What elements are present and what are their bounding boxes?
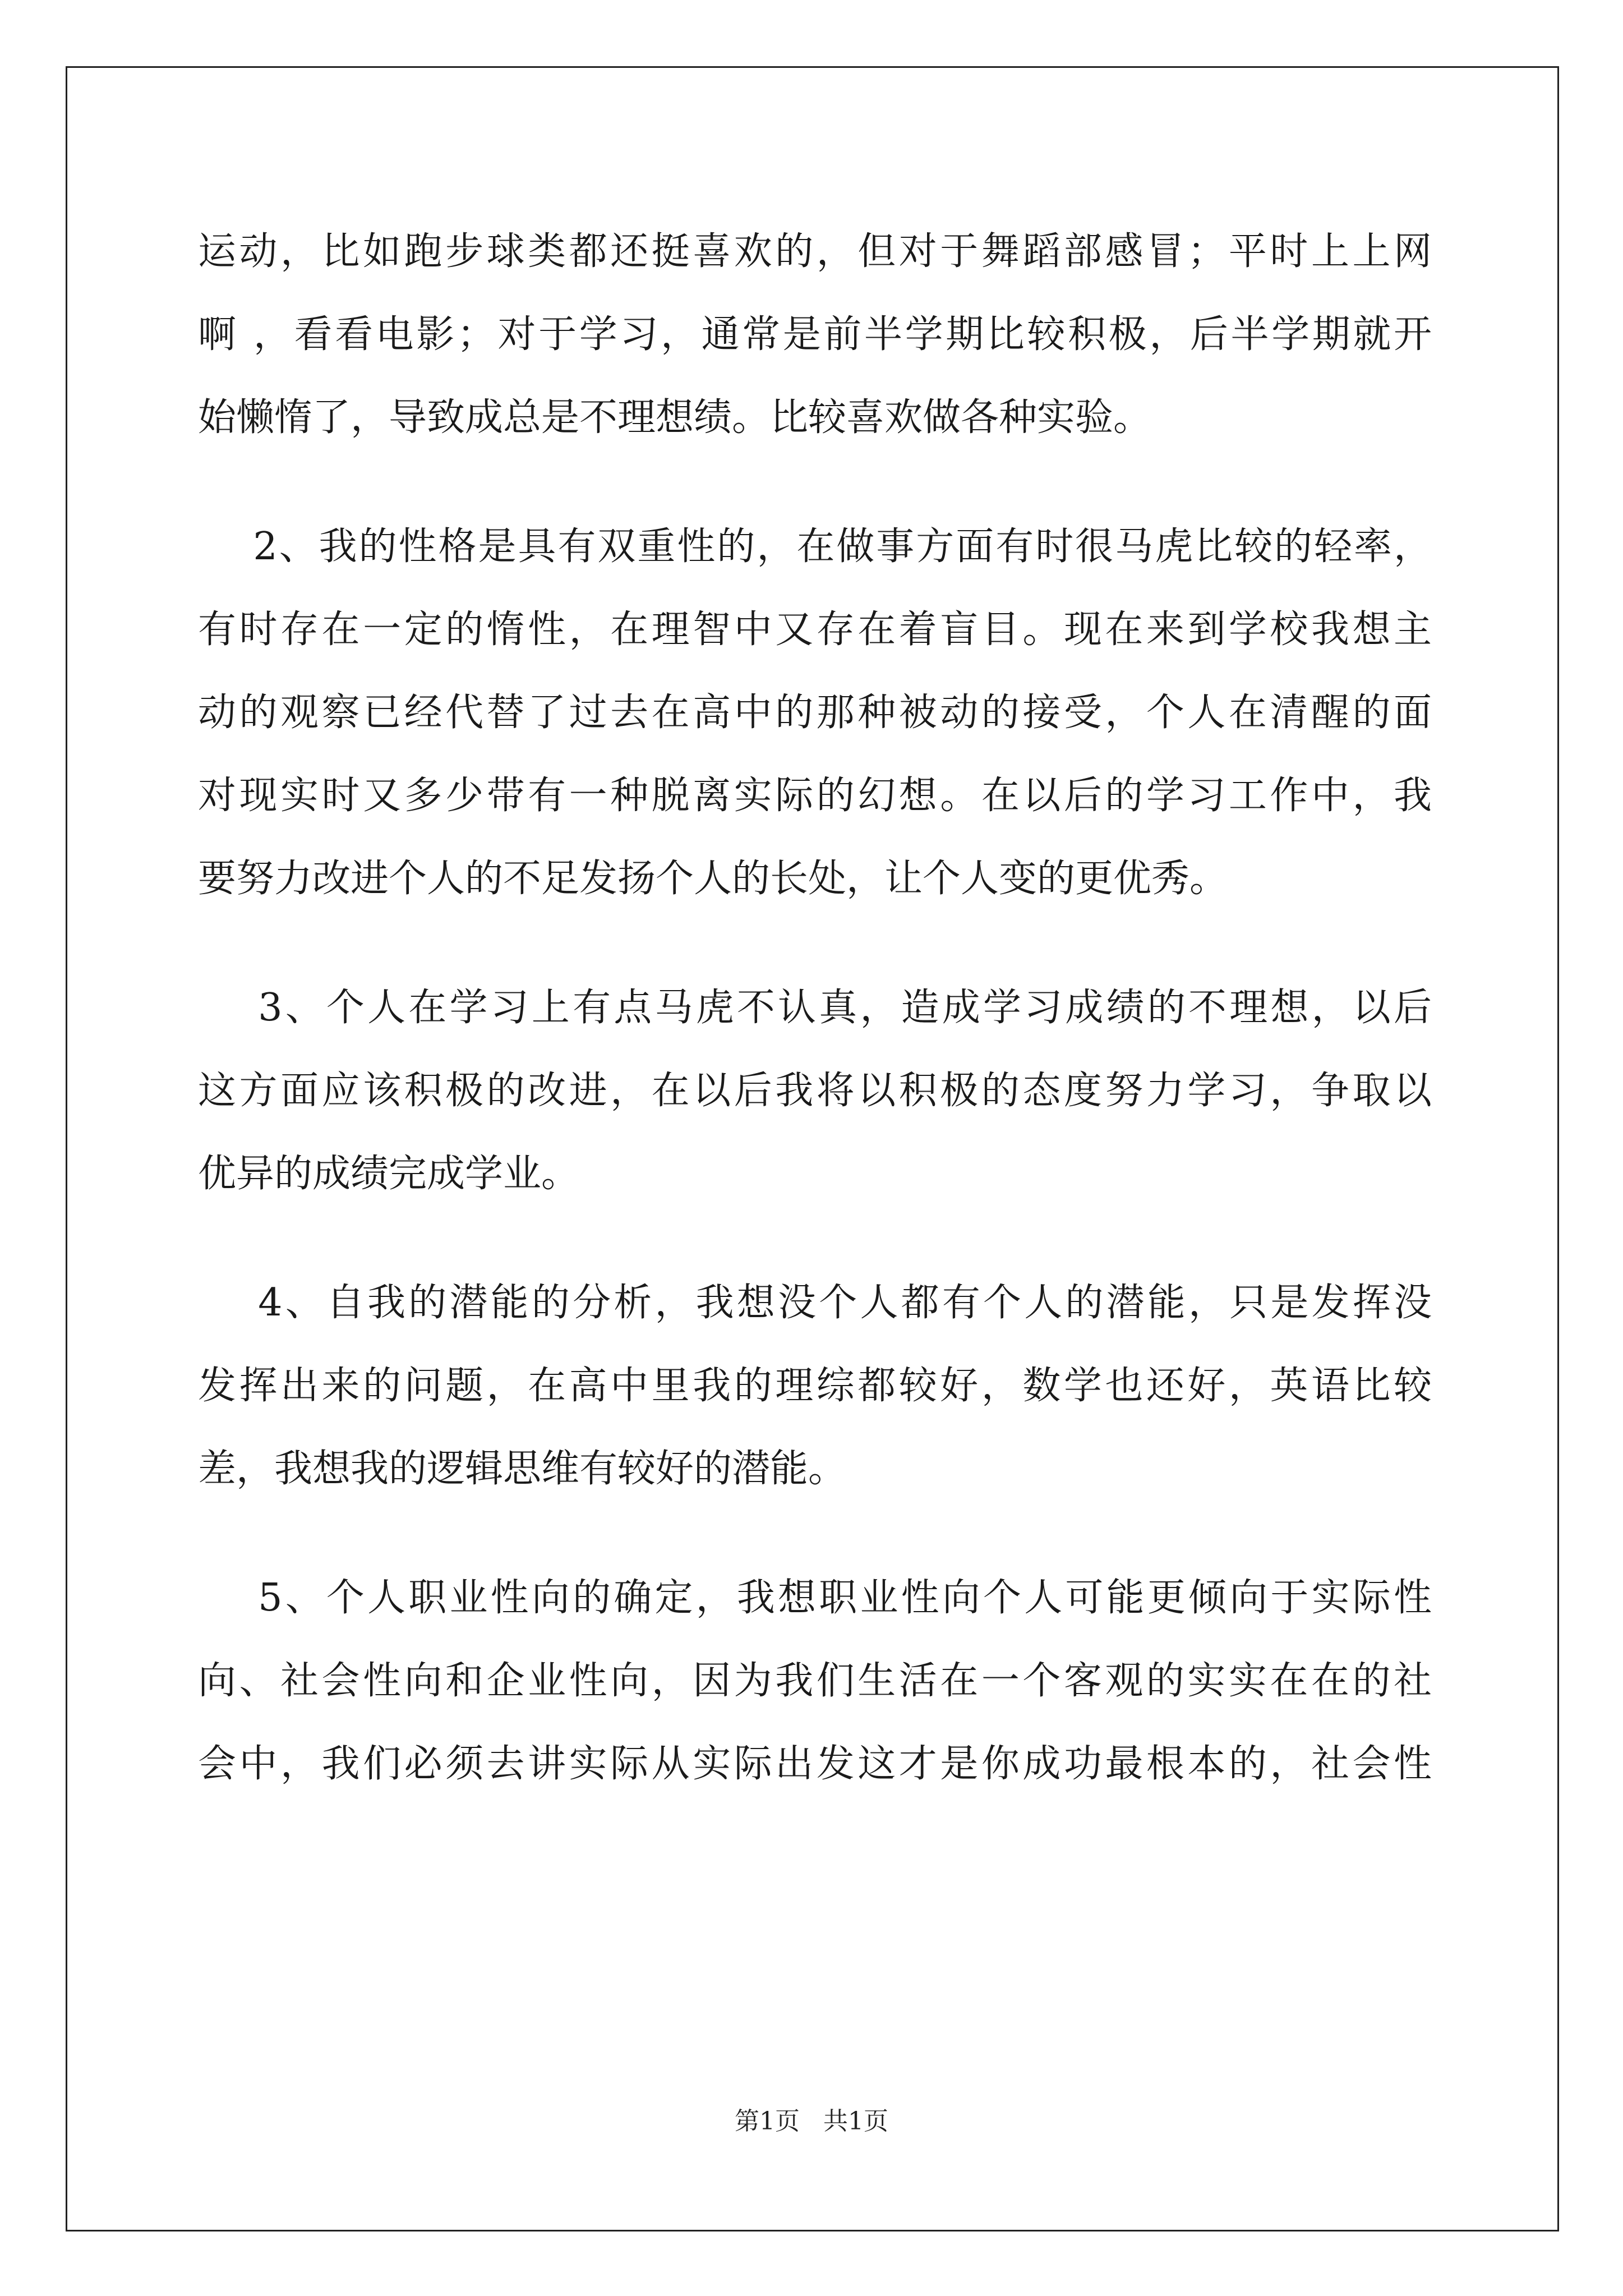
text-line: 运动，比如跑步球类都还挺喜欢的，但对于舞蹈部感冒；平时上上网 bbox=[198, 229, 1432, 274]
paragraph-1 bbox=[198, 210, 1432, 459]
text-line: 动的观察已经代替了过去在高中的那种被动的接受，个人在清醒的面 bbox=[198, 691, 1432, 735]
text-line: 发挥出来的问题，在高中里我的理综都较好，数学也还好，英语比较 bbox=[198, 1364, 1432, 1408]
text-line: 3、个人在学习上有点马虎不认真，造成学习成绩的不理想，以后 bbox=[198, 986, 1432, 1030]
paragraph-3 bbox=[198, 967, 1432, 1216]
paragraph-2 bbox=[198, 505, 1432, 921]
text-line: 4、自我的潜能的分析，我想没个人都有个人的潜能，只是发挥没 bbox=[198, 1281, 1432, 1325]
page-number-label: 第1页 共1页 bbox=[735, 2107, 888, 2136]
text-line: 有时存在一定的惰性，在理智中又存在着盲目。现在来到学校我想主 bbox=[198, 608, 1432, 652]
text-line: 5、个人职业性向的确定，我想职业性向个人可能更倾向于实际性 bbox=[198, 1576, 1432, 1620]
text-line: 优异的成绩完成学业。 bbox=[198, 1152, 580, 1196]
text-line: 这方面应该积极的改进，在以后我将以积极的态度努力学习，争取以 bbox=[198, 1069, 1432, 1113]
paragraph-5 bbox=[198, 1557, 1432, 1806]
text-line: 对现实时又多少带有一种脱离实际的幻想。在以后的学习工作中，我 bbox=[198, 774, 1432, 818]
page-footer bbox=[0, 2101, 1623, 2137]
paragraph-4 bbox=[198, 1262, 1432, 1511]
text-line: 会中，我们必须去讲实际从实际出发这才是你成功最根本的，社会性 bbox=[198, 1742, 1432, 1786]
text-line: 始懒惰了，导致成总是不理想绩。比较喜欢做各种实验。 bbox=[198, 395, 1152, 440]
text-line: 2、我的性格是具有双重性的，在做事方面有时很马虎比较的轻率， bbox=[198, 524, 1432, 569]
document-body bbox=[198, 210, 1432, 1806]
text-line: 差，我想我的逻辑思维有较好的潜能。 bbox=[198, 1447, 847, 1491]
text-line: 向、社会性向和企业性向，因为我们生活在一个客观的实实在在的社 bbox=[198, 1659, 1432, 1703]
text-line: 要努力改进个人的不足发扬个人的长处，让个人变的更优秀。 bbox=[198, 857, 1228, 901]
text-line: 啊 ，看看电影；对于学习，通常是前半学期比较积极，后半学期就开 bbox=[198, 312, 1432, 357]
